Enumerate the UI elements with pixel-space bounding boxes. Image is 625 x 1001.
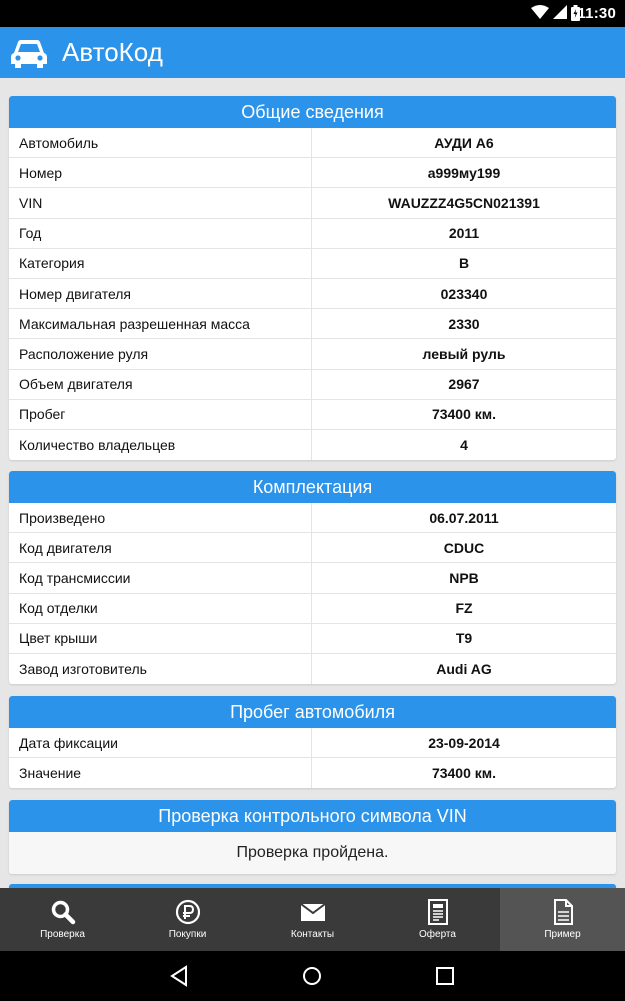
row-label: Завод изготовитель — [9, 654, 312, 684]
row-label: Год — [9, 219, 312, 248]
row-value: 2011 — [448, 225, 480, 242]
table-row — [9, 563, 616, 593]
row-label: Объем двигателя — [9, 370, 312, 399]
wifi-icon — [531, 5, 549, 19]
mail-icon — [300, 899, 326, 925]
general-info-card — [9, 96, 616, 460]
table-row — [9, 594, 616, 624]
row-label: Пробег — [9, 400, 312, 429]
table-row — [9, 188, 616, 218]
status-icons — [531, 5, 567, 19]
document-icon — [425, 899, 451, 925]
search-icon — [50, 899, 76, 925]
content-scroll[interactable] — [0, 78, 625, 888]
row-value: WAUZZZ4G5CN021391 — [388, 194, 540, 211]
general-info-header: Общие сведения — [9, 96, 616, 128]
row-value: 06.07.2011 — [429, 509, 499, 526]
nav-item-example[interactable] — [500, 888, 625, 951]
row-value: левый руль — [422, 345, 506, 362]
table-row — [9, 533, 616, 563]
ruble-icon — [175, 899, 201, 925]
row-label: Цвет крыши — [9, 624, 312, 653]
row-label: Код отделки — [9, 594, 312, 623]
row-value: 73400 км. — [431, 406, 497, 423]
row-label: Дата фиксации — [9, 728, 312, 757]
row-label: VIN — [9, 188, 312, 217]
row-value: FZ — [455, 600, 473, 617]
nav-label: Проверка — [40, 929, 85, 940]
app-bar — [0, 27, 625, 78]
vin-check-card — [9, 800, 616, 874]
status-time: 11:30 — [577, 5, 616, 22]
row-label: Расположение руля — [9, 339, 312, 368]
row-label: Номер — [9, 158, 312, 187]
row-value: B — [458, 255, 470, 272]
table-row — [9, 400, 616, 430]
vin-check-header: Проверка контрольного символа VIN — [9, 800, 616, 832]
table-row — [9, 279, 616, 309]
table-row — [9, 503, 616, 533]
table-row — [9, 370, 616, 400]
table-row — [9, 249, 616, 279]
signal-icon — [553, 5, 567, 19]
row-value: 023340 — [440, 285, 488, 302]
status-bar — [0, 0, 625, 27]
row-value: Audi AG — [436, 661, 492, 678]
recents-icon[interactable] — [433, 964, 457, 988]
row-label: Код двигателя — [9, 533, 312, 562]
equipment-header: Комплектация — [9, 471, 616, 503]
table-row — [9, 309, 616, 339]
row-value: 23-09-2014 — [428, 734, 500, 751]
nav-label: Покупки — [168, 929, 207, 940]
table-row — [9, 430, 616, 460]
mileage-header: Пробег автомобиля — [9, 696, 616, 728]
row-value: 2967 — [448, 376, 480, 393]
row-value: NPB — [449, 569, 479, 586]
system-nav-bar — [0, 951, 625, 1001]
row-value: АУДИ А6 — [434, 134, 494, 151]
table-row — [9, 128, 616, 158]
bottom-nav — [0, 888, 625, 951]
app-title: АвтоКод — [62, 37, 163, 67]
row-label: Код трансмиссии — [9, 563, 312, 592]
row-label: Автомобиль — [9, 128, 312, 157]
nav-item-offer[interactable] — [375, 888, 500, 951]
table-row — [9, 728, 616, 758]
table-row — [9, 219, 616, 249]
nav-label: Оферта — [419, 929, 456, 940]
row-label: Количество владельцев — [9, 430, 312, 460]
table-row — [9, 158, 616, 188]
table-row — [9, 339, 616, 369]
back-icon[interactable] — [168, 964, 192, 988]
nav-label: Контакты — [290, 929, 335, 940]
file-icon — [550, 899, 576, 925]
row-label: Произведено — [9, 503, 312, 532]
row-label: Значение — [9, 758, 312, 788]
car-icon — [10, 37, 48, 69]
mileage-card — [9, 696, 616, 788]
row-value: а999му199 — [427, 164, 501, 181]
vin-check-result: Проверка пройдена. — [9, 832, 616, 874]
home-icon[interactable] — [300, 964, 324, 988]
table-row — [9, 624, 616, 654]
nav-label: Пример — [544, 929, 581, 940]
table-row — [9, 654, 616, 684]
row-value: 73400 км. — [431, 765, 497, 782]
row-label: Категория — [9, 249, 312, 278]
row-value: CDUC — [443, 539, 485, 556]
row-value: T9 — [455, 630, 473, 647]
nav-item-purchases[interactable] — [125, 888, 250, 951]
nav-item-contacts[interactable] — [250, 888, 375, 951]
table-row — [9, 758, 616, 788]
row-label: Максимальная разрешенная масса — [9, 309, 312, 338]
nav-item-check[interactable] — [0, 888, 125, 951]
row-label: Номер двигателя — [9, 279, 312, 308]
row-value: 4 — [460, 436, 468, 453]
row-value: 2330 — [448, 315, 480, 332]
equipment-card — [9, 471, 616, 684]
